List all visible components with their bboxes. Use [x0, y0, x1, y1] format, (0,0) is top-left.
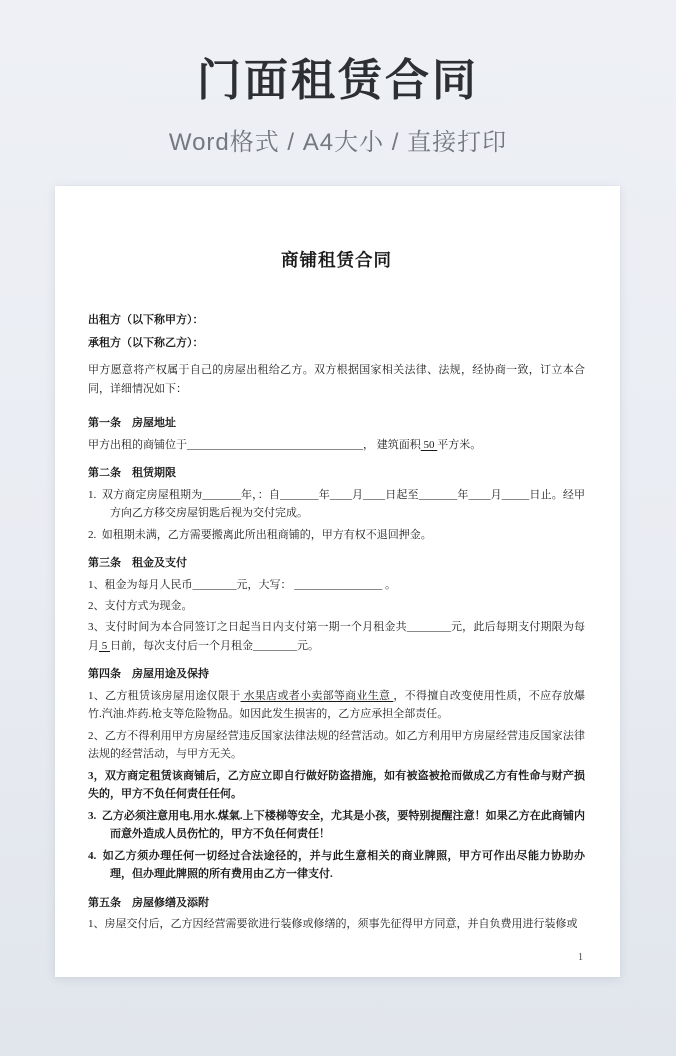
document-body — [88, 414, 585, 933]
section-heading: 第二条 租赁期限 — [88, 467, 176, 480]
contract-clause: 4. 如乙方须办理任何一切经过合法途径的，并与此生意相关的商业牌照，甲方可作出尽能力协助办理，但办理此牌照的所有费用由乙方一律支付. — [88, 849, 585, 881]
document-title: 商铺租赁合同 — [281, 250, 392, 270]
contract-clause: 1、乙方租赁该房屋用途仅限于 水果店或者小卖部等商业生意 ，不得擅自改变使用性质，不应存放爆竹.汽油.炸药.枪支等危险物品。如因此发生损害的，乙方应承担全部责任。 — [88, 689, 586, 721]
contract-paper — [55, 186, 620, 977]
contract-clause: 2. 如租期未满，乙方需要搬离此所出租商铺的，甲方有权不退回押金。 — [88, 528, 432, 541]
section-heading: 第五条 房屋修缮及添附 — [88, 896, 209, 909]
section-heading: 第四条 房屋用途及保持 — [88, 668, 209, 681]
contract-clause: 3、支付时间为本合同签订之日起当日内支付第一期一个月租金共________元，此后每期支付期限为每月 5 日前，每次支付后一个月租金________元。 — [88, 621, 585, 652]
contract-clause: 1、租金为每月人民币________元，大写： ________________ 。 — [88, 578, 396, 591]
contract-clause: 甲方出租的商铺位于________________________________， 建筑面积 50 平方米。 — [88, 438, 482, 451]
section-heading: 第三条 租金及支付 — [88, 557, 187, 570]
contract-clause: 1、房屋交付后，乙方因经营需要欲进行装修或修缮的，须事先征得甲方同意，并自负费用进行装修或 — [88, 918, 578, 931]
contract-document — [55, 186, 620, 966]
page-header — [0, 0, 676, 157]
contract-clause: 2、支付方式为现金。 — [88, 600, 193, 613]
section-heading: 第一条 房屋地址 — [88, 417, 176, 430]
page-subtitle: Word格式 / A4大小 / 直接打印 — [168, 128, 508, 156]
contract-clause: 2、乙方不得利用甲方房屋经营违反国家法律法规的经营活动。如乙方利用甲方房屋经营违反国家法律法规的经营活动，与甲方无关。 — [88, 729, 585, 761]
contract-clause: 1. 双方商定房屋租期为_______年，：自_______年____月____日起至_______年____月_____日止。经甲方向乙方移交房屋钥匙后视为交付完成。 — [88, 488, 585, 520]
party-a-line: 出租方（以下称甲方）： — [88, 314, 204, 327]
contract-clause: 3，双方商定租赁该商铺后，乙方应立即自行做好防盗措施，如有被盗被抢而做成乙方有性命与财产损失的，甲方不负任何责任任何。 — [88, 769, 585, 801]
page-number: 1 — [578, 951, 583, 963]
intro-paragraph: 甲方愿意将产权属于自己的房屋出租给乙方。双方根据国家相关法律、法规，经协商一致，订立本合同，详细情况如下： — [88, 364, 585, 395]
page-title: 门面租赁合同 — [197, 56, 479, 105]
party-b-line: 承租方（以下称乙方）： — [88, 336, 204, 349]
contract-clause: 3. 乙方必须注意用电.用水.煤氣.上下楼梯等安全，尤其是小孩，要特别提醒注意！如果乙方在此商铺内而意外造成人员伤忙的，甲方不负任何责任！ — [88, 809, 585, 841]
